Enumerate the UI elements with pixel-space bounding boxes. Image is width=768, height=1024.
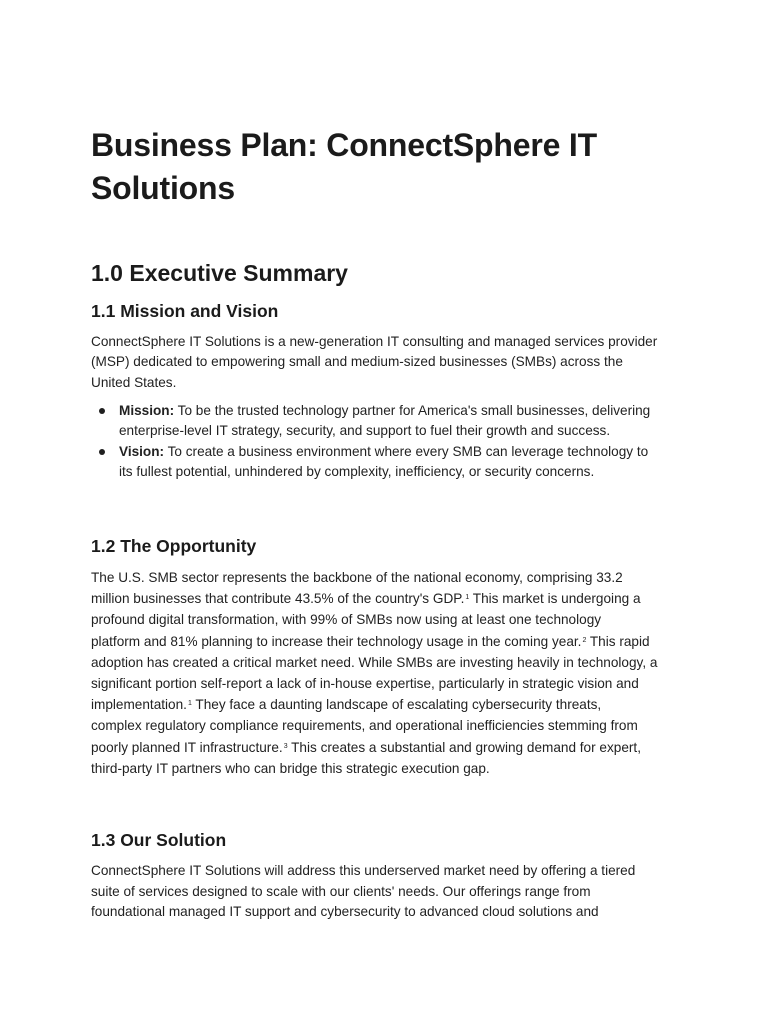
solution-paragraph bbox=[91, 861, 691, 923]
paragraph-line: third-party IT partners who can bridge this strategic execution gap. bbox=[91, 760, 490, 776]
footnote-ref[interactable]: 3 bbox=[283, 742, 288, 750]
paragraph-line: significant portion self-report a lack of in-house expertise, particularly in strategic vision and bbox=[91, 676, 639, 692]
mission-vision-list bbox=[91, 401, 701, 482]
bullet-line bbox=[119, 442, 701, 462]
paragraph-line: suite of services designed to scale with our clients' needs. Our offerings range from bbox=[91, 883, 591, 899]
paragraph-line: ConnectSphere IT Solutions will address this underserved market need by offering a tiered bbox=[91, 863, 636, 878]
paragraph-line bbox=[91, 737, 691, 758]
paragraph-line: ConnectSphere IT Solutions is a new-generation IT consulting and managed services provider bbox=[91, 334, 658, 349]
paragraph-line: The U.S. SMB sector represents the backbone of the national economy, comprising 33.2 bbox=[91, 570, 623, 585]
text-run: They face a daunting landscape of escalating cybersecurity threats, bbox=[191, 697, 602, 713]
opportunity-paragraph bbox=[91, 567, 691, 779]
text-run: platform and 81% planning to increase their technology usage in the coming year. bbox=[91, 633, 582, 649]
paragraph-line bbox=[91, 631, 691, 652]
paragraph-line: foundational managed IT support and cybersecurity to advanced cloud solutions and bbox=[91, 904, 599, 919]
footnote-ref[interactable]: 2 bbox=[582, 636, 587, 644]
bullet-line: its fullest potential, unhindered by complexity, inefficiency, or security concerns. bbox=[119, 463, 595, 479]
paragraph-line: profound digital transformation, with 99% of SMBs now using at least one technology bbox=[91, 612, 602, 628]
footnote-ref[interactable]: 1 bbox=[465, 594, 470, 602]
footnote-ref[interactable]: 1 bbox=[187, 700, 192, 708]
text-run: This market is undergoing a bbox=[469, 591, 641, 607]
bullet-line bbox=[119, 401, 701, 421]
text-run: implementation. bbox=[91, 697, 187, 713]
vision-text: To create a business environment where every SMB can leverage technology to bbox=[167, 443, 649, 459]
mission-vision-heading: 1.1 Mission and Vision bbox=[91, 301, 279, 321]
executive-summary-heading: 1.0 Executive Summary bbox=[91, 260, 348, 286]
document-title bbox=[91, 124, 691, 210]
solution-heading: 1.3 Our Solution bbox=[91, 830, 227, 850]
text-run: million businesses that contribute 43.5% of the country's GDP. bbox=[91, 591, 465, 607]
list-item-vision bbox=[91, 442, 701, 483]
bullet-line: enterprise-level IT strategy, security, and support to fuel their growth and success. bbox=[119, 423, 611, 439]
text-run: This creates a substantial and growing demand for expert, bbox=[287, 739, 641, 755]
document-title-line: Business Plan: ConnectSphere IT bbox=[91, 127, 597, 163]
paragraph-line: United States. bbox=[91, 374, 177, 390]
bullet-icon bbox=[99, 408, 105, 414]
text-run: poorly planned IT infrastructure. bbox=[91, 739, 283, 755]
mission-vision-intro bbox=[91, 332, 691, 393]
list-item-mission bbox=[91, 401, 701, 442]
document-title-line: Solutions bbox=[91, 170, 235, 206]
text-run: This rapid bbox=[586, 633, 650, 649]
vision-label: Vision: bbox=[119, 443, 165, 459]
paragraph-line bbox=[91, 694, 691, 715]
paragraph-line: adoption has created a critical market need. While SMBs are investing heavily in technology, a bbox=[91, 654, 658, 670]
bullet-icon bbox=[99, 449, 105, 455]
paragraph-line bbox=[91, 588, 691, 609]
mission-text: To be the trusted technology partner for America's small businesses, delivering bbox=[177, 403, 651, 418]
paragraph-line: complex regulatory compliance requirements, and operational inefficiencies stemming from bbox=[91, 718, 638, 734]
mission-label: Mission: bbox=[119, 403, 175, 418]
paragraph-line: (MSP) dedicated to empowering small and medium-sized businesses (SMBs) across the bbox=[91, 354, 623, 370]
opportunity-heading: 1.2 The Opportunity bbox=[91, 536, 257, 556]
